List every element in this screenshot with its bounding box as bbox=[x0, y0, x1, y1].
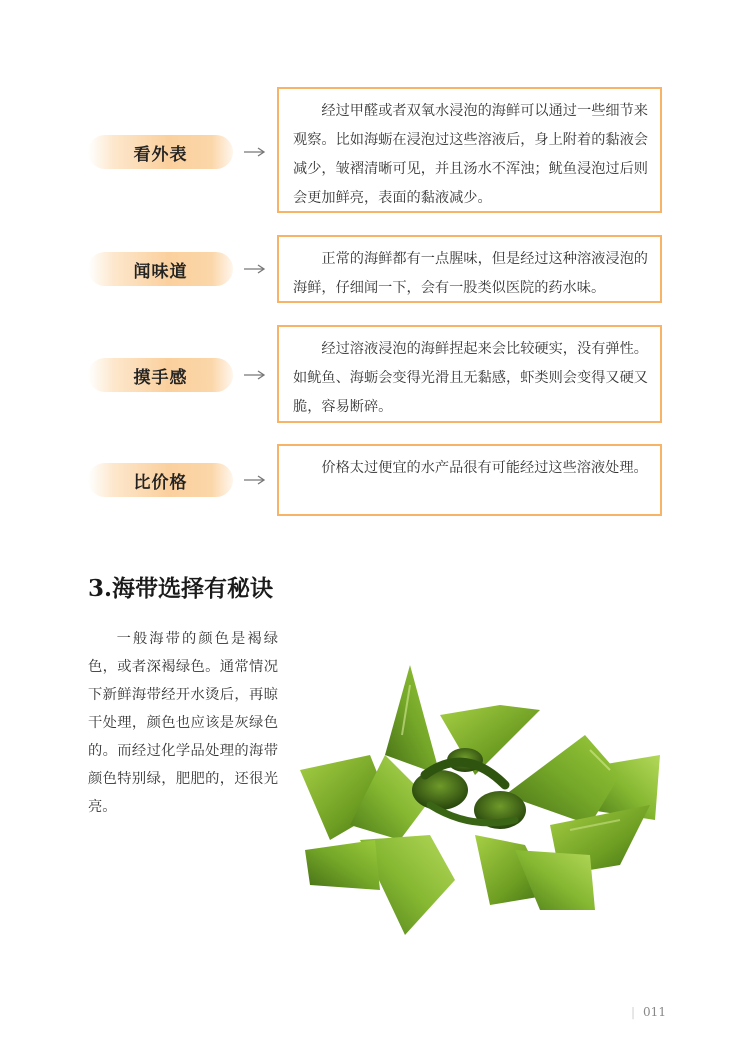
arrow-right-icon bbox=[244, 369, 266, 381]
tip-label-pill: 看外表 bbox=[88, 135, 233, 169]
tip-label-pill: 摸手感 bbox=[88, 358, 233, 392]
section-title: 3.海带选择有秘诀 bbox=[88, 575, 274, 602]
tip-label-pill: 闻味道 bbox=[88, 252, 233, 286]
tip-text-box: 价格太过便宜的水产品很有可能经过这些溶液处理。 bbox=[277, 444, 662, 516]
page-number-separator: | bbox=[631, 1005, 636, 1019]
tip-text-box: 正常的海鲜都有一点腥味，但是经过这种溶液浸泡的海鲜，仔细闻一下，会有一股类似医院的药水味。 bbox=[277, 235, 662, 303]
page-number-value: 011 bbox=[643, 1005, 666, 1019]
arrow-right-icon bbox=[244, 146, 266, 158]
tip-text-box: 经过溶液浸泡的海鲜捏起来会比较硬实，没有弹性。如鱿鱼、海蛎会变得光滑且无黏感，虾类则会变得又硬又脆，容易断碎。 bbox=[277, 325, 662, 423]
tip-label-pill: 比价格 bbox=[88, 463, 233, 497]
section-body-text: 一般海带的颜色是褐绿色，或者深褐绿色。通常情况下新鲜海带经开水烫后，再晾干处理，颜色也应该是灰绿色的。而经过化学品处理的海带颜色特别绿，肥肥的，还很光亮。 bbox=[88, 631, 278, 815]
kelp-knots-photo bbox=[290, 625, 670, 960]
page-number bbox=[631, 1005, 666, 1019]
arrow-right-icon bbox=[244, 263, 266, 275]
tip-text-box: 经过甲醛或者双氧水浸泡的海鲜可以通过一些细节来观察。比如海蛎在浸泡过这些溶液后，身上附着的黏液会减少，皱褶清晰可见，并且汤水不浑浊；鱿鱼浸泡过后则会更加鲜亮，表面的黏液减少。 bbox=[277, 87, 662, 213]
arrow-right-icon bbox=[244, 474, 266, 486]
